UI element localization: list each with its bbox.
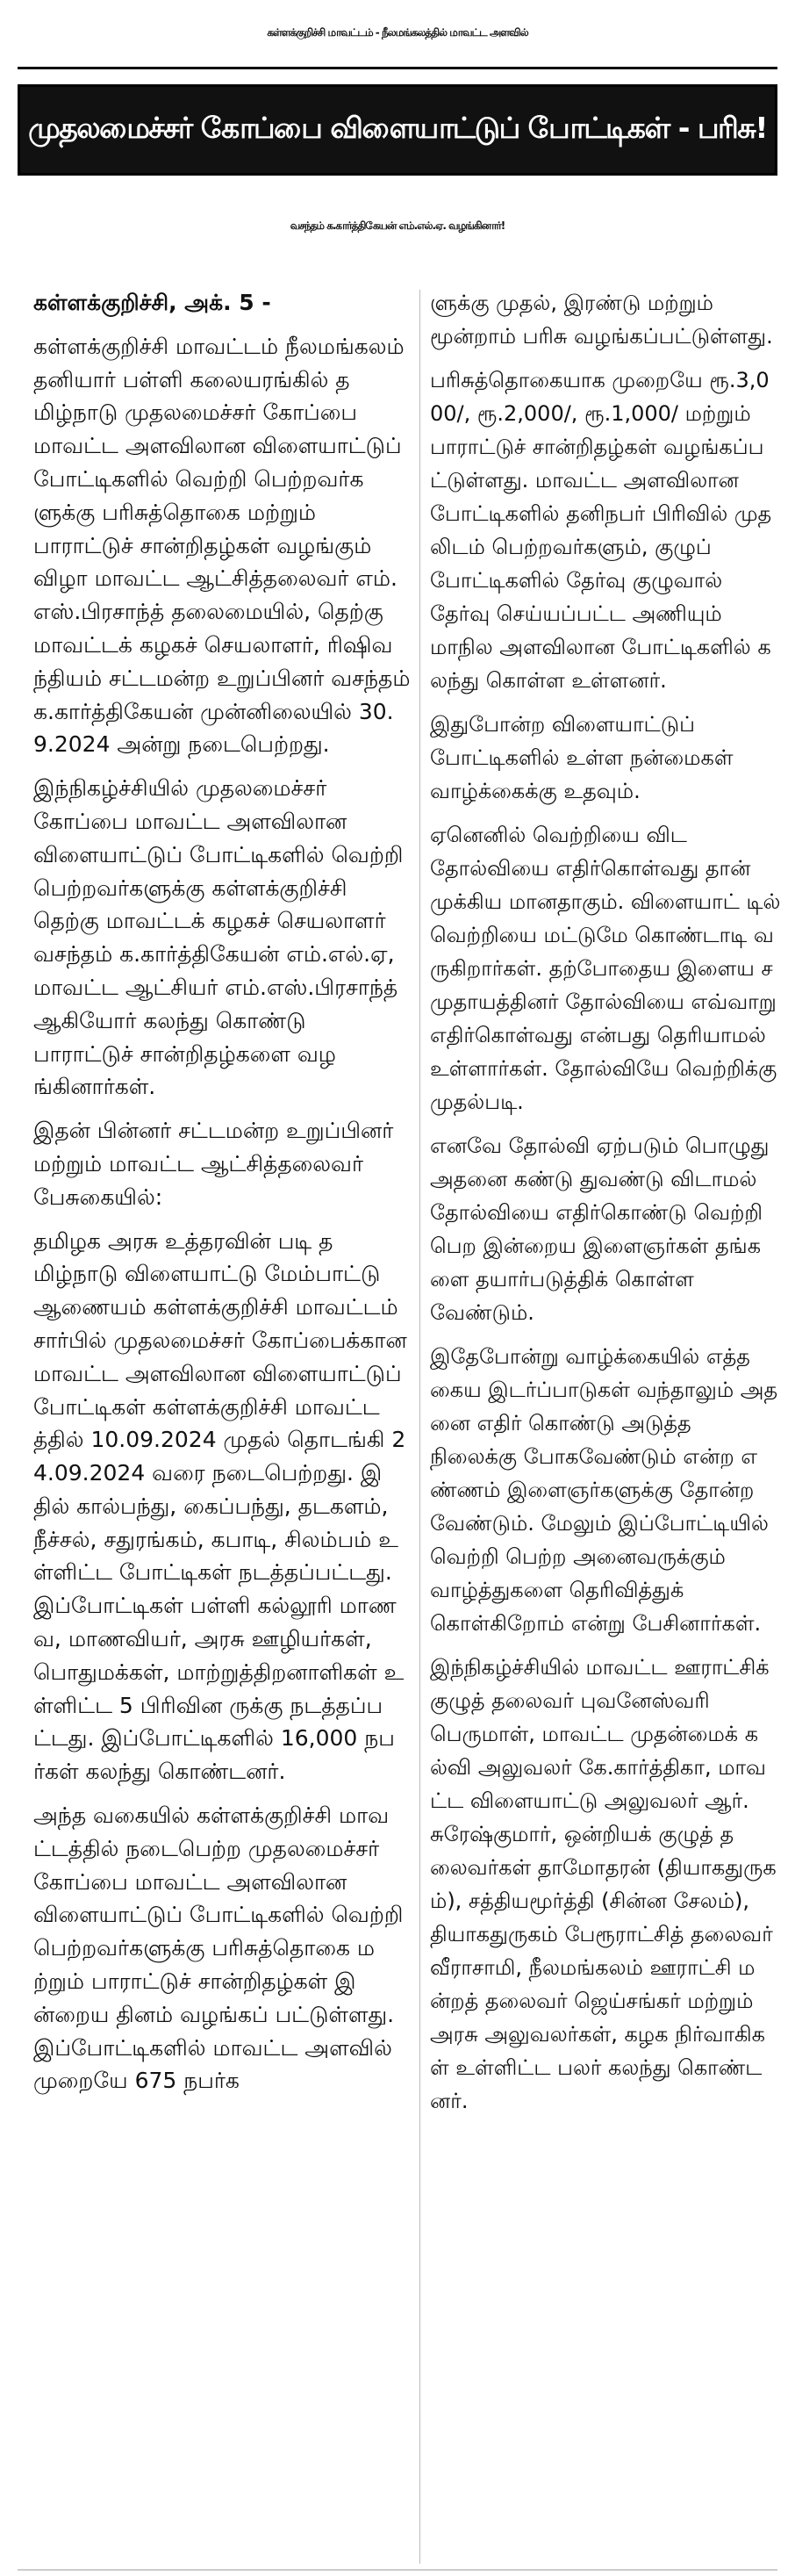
kicker-divider <box>18 67 777 69</box>
article-paragraph: ளுக்கு முதல், இரண்டு மற்றும் மூன்றாம் பரிசு வழங்கப்பட்டுள்ளது. <box>430 291 773 349</box>
kicker-line: கள்ளக்குறிச்சி மாவட்டம் - நீலமங்கலத்தில் மாவட்ட அளவில் <box>267 26 528 39</box>
article-paragraph: இதன் பின்னர் சட்டமன்ற உறுப்பினர் மற்றும் மாவட்ட ஆட்சித்தலைவர் பேசுகையில்: <box>33 1118 394 1210</box>
article-paragraph: ஏனெனில் வெற்றியை விட தோல்வியை எதிர்கொள்வது தான் முக்கிய மானதாகும். விளையாட் டில் வெற்றியை மட்டுமே கொண்டாடி வருகிறார்கள். தற்போதைய இளைய சமுதாயத்தினர் தோல்வியை எவ்வாறு எதிர்கொள்வது என்பது தெரியாமல் உள்ளார்கள். தோல்வியே வெற்றிக்கு முதல்படி. <box>430 823 781 1114</box>
article-left-column <box>33 286 411 2108</box>
article-paragraph: இந்நிகழ்ச்சியில் முதலமைச்சர் கோப்பை மாவட்ட அளவிலான விளையாட்டுப் போட்டிகளில் வெற்றி பெற்றவர்களுக்கு கள்ளக்குறிச்சி தெற்கு மாவட்டக் கழகச் செயலாளர் வசந்தம் க.கார்த்திகேயன் எம்.எல்.ஏ, மாவட்ட ஆட்சியர் எம்.எஸ்.பிரசாந்த் ஆகியோர் கலந்து கொண்டு பாராட்டுச் சான்றிதழ்களை வழங்கினார்கள். <box>33 775 404 1100</box>
article-paragraph: இந்நிகழ்ச்சியில் மாவட்ட ஊராட்சிக் குழுத் தலைவர் புவனேஸ்வரி பெருமாள், மாவட்ட முதன்மைக் கல்வி அலுவலர் கே.கார்த்திகா, மாவட்ட விளையாட்டு அலுவலர் ஆர்.சுரேஷ்குமார், ஒன்றியக் குழுத் தலைவர்கள் தாமோதரன் (தியாகதுருகம்), சத்தியமூர்த்தி (சின்ன சேலம்), தியாகதுருகம் பேரூராட்சித் தலைவர் வீராசாமி, நீலமங்கலம் ஊராட்சி மன்றத் தலைவர் ஜெய்சங்கர் மற்றும் அரசு அலுவலர்கள், கழக நிர்வாகிகள் உள்ளிட்ட பலர் கலந்து கொண்டனர். <box>430 1655 777 2113</box>
article-paragraph: அந்த வகையில் கள்ளக்குறிச்சி மாவட்டத்தில் நடைபெற்ற முதலமைச்சர் கோப்பை மாவட்ட அளவிலான விளையாட்டுப் போட்டிகளில் வெற்றி பெற்றவர்களுக்கு பரிசுத்தொகை மற்றும் பாராட்டுச் சான்றிதழ்கள் இன்றைய தினம் வழங்கப் பட்டுள்ளது. இப்போட்டிகளில் மாவட்ட அளவில் முறையே 675 நபர்க <box>33 1802 404 2094</box>
dateline: கள்ளக்குறிச்சி, அக். 5 - <box>33 290 271 315</box>
article-paragraph: எனவே தோல்வி ஏற்படும் பொழுது அதனை கண்டு துவண்டு விடாமல் தோல்வியை எதிர்கொண்டு வெற்றி பெற இன்றைய இளைஞர்கள் தங்களை தயார்படுத்திக் கொள்ள வேண்டும். <box>430 1133 770 1325</box>
article-paragraph: இதுபோன்ற விளையாட்டுப் போட்டிகளில் உள்ள நன்மைகள் வாழ்க்கைக்கு உதவும். <box>430 712 734 803</box>
column-divider <box>419 290 420 2564</box>
subheadline: வசந்தம் க.கார்த்திகேயன் எம்.எல்.ஏ. வழங்கினார்! <box>290 219 505 232</box>
bottom-border <box>18 2569 777 2571</box>
article-paragraph: கள்ளக்குறிச்சி மாவட்டம் நீலமங்கலம் தனியார் பள்ளி கலையரங்கில் தமிழ்நாடு முதலமைச்சர் கோப்பை மாவட்ட அளவிலான விளையாட்டுப் போட்டிகளில் வெற்றி பெற்றவர்களுக்கு பரிசுத்தொகை மற்றும் பாராட்டுச் சான்றிதழ்கள் வழங்கும் விழா மாவட்ட ஆட்சித்தலைவர் எம்.எஸ்.பிரசாந்த் தலைமையில், தெற்கு மாவட்டக் கழகச் செயலாளர், ரிஷிவந்தியம் சட்டமன்ற உறுப்பினர் வசந்தம் க.கார்த்திகேயன் முன்னிலையில் 30.9.2024 அன்று நடைபெற்றது. <box>33 333 411 758</box>
article-paragraph: இதேபோன்று வாழ்க்கையில் எத்தகைய இடர்ப்பாடுகள் வந்தாலும் அதனை எதிர் கொண்டு அடுத்த நிலைக்கு போகவேண்டும் என்ற எண்ணம் இளைஞர்களுக்கு தோன்ற வேண்டும். மேலும் இப்போட்டியில் வெற்றி பெற்ற அனைவருக்கும் வாழ்த்துகளை தெரிவித்துக் கொள்கிறோம் என்று பேசினார்கள். <box>430 1344 778 1636</box>
article-paragraph: தமிழக அரசு உத்தரவின் படி தமிழ்நாடு விளையாட்டு மேம்பாட்டு ஆணையம் கள்ளக்குறிச்சி மாவட்டம் சார்பில் முதலமைச்சர் கோப்பைக்கான மாவட்ட அளவிலான விளையாட்டுப் போட்டிகள் கள்ளக்குறிச்சி மாவட்டத்தில் 10.09.2024 முதல் தொடங்கி 24.09.2024 வரை நடைபெற்றது. இதில் கால்பந்து, கைப்பந்து, தடகளம், நீச்சல், சதுரங்கம், கபாடி, சிலம்பம் உள்ளிட்ட போட்டிகள் நடத்தப்பட்டது. இப்போட்டிகள் பள்ளி கல்லூரி மாணவ, மாணவியர், அரசு ஊழியர்கள், பொதுமக்கள், மாற்றுத்திறனாளிகள் உள்ளிட்ட 5 பிரிவின ருக்கு நடத்தப்பட்டது. இப்போட்டிகளில் 16,000 நபர்கள் கலந்து கொண்டனர். <box>33 1227 407 1785</box>
article-paragraph: பரிசுத்தொகையாக முறையே ரூ.3,000/, ரூ.2,000/, ரூ.1,000/ மற்றும் பாராட்டுச் சான்றிதழ்கள் வழங்கப்பட்டுள்ளது. மாவட்ட அளவிலான போட்டிகளில் தனிநபர் பிரிவில் முதலிடம் பெற்றவர்களும், குழுப் போட்டிகளில் தேர்வு குழுவால் தேர்வு செய்யப்பட்ட அணியும் மாநில அளவிலான போட்டிகளில் கலந்து கொள்ள உள்ளனர். <box>430 368 772 693</box>
article-right-column <box>430 286 781 2128</box>
headline-banner <box>18 84 777 176</box>
headline-text: முதலமைச்சர் கோப்பை விளையாட்டுப் போட்டிகள் - பரிசு! <box>28 111 767 145</box>
